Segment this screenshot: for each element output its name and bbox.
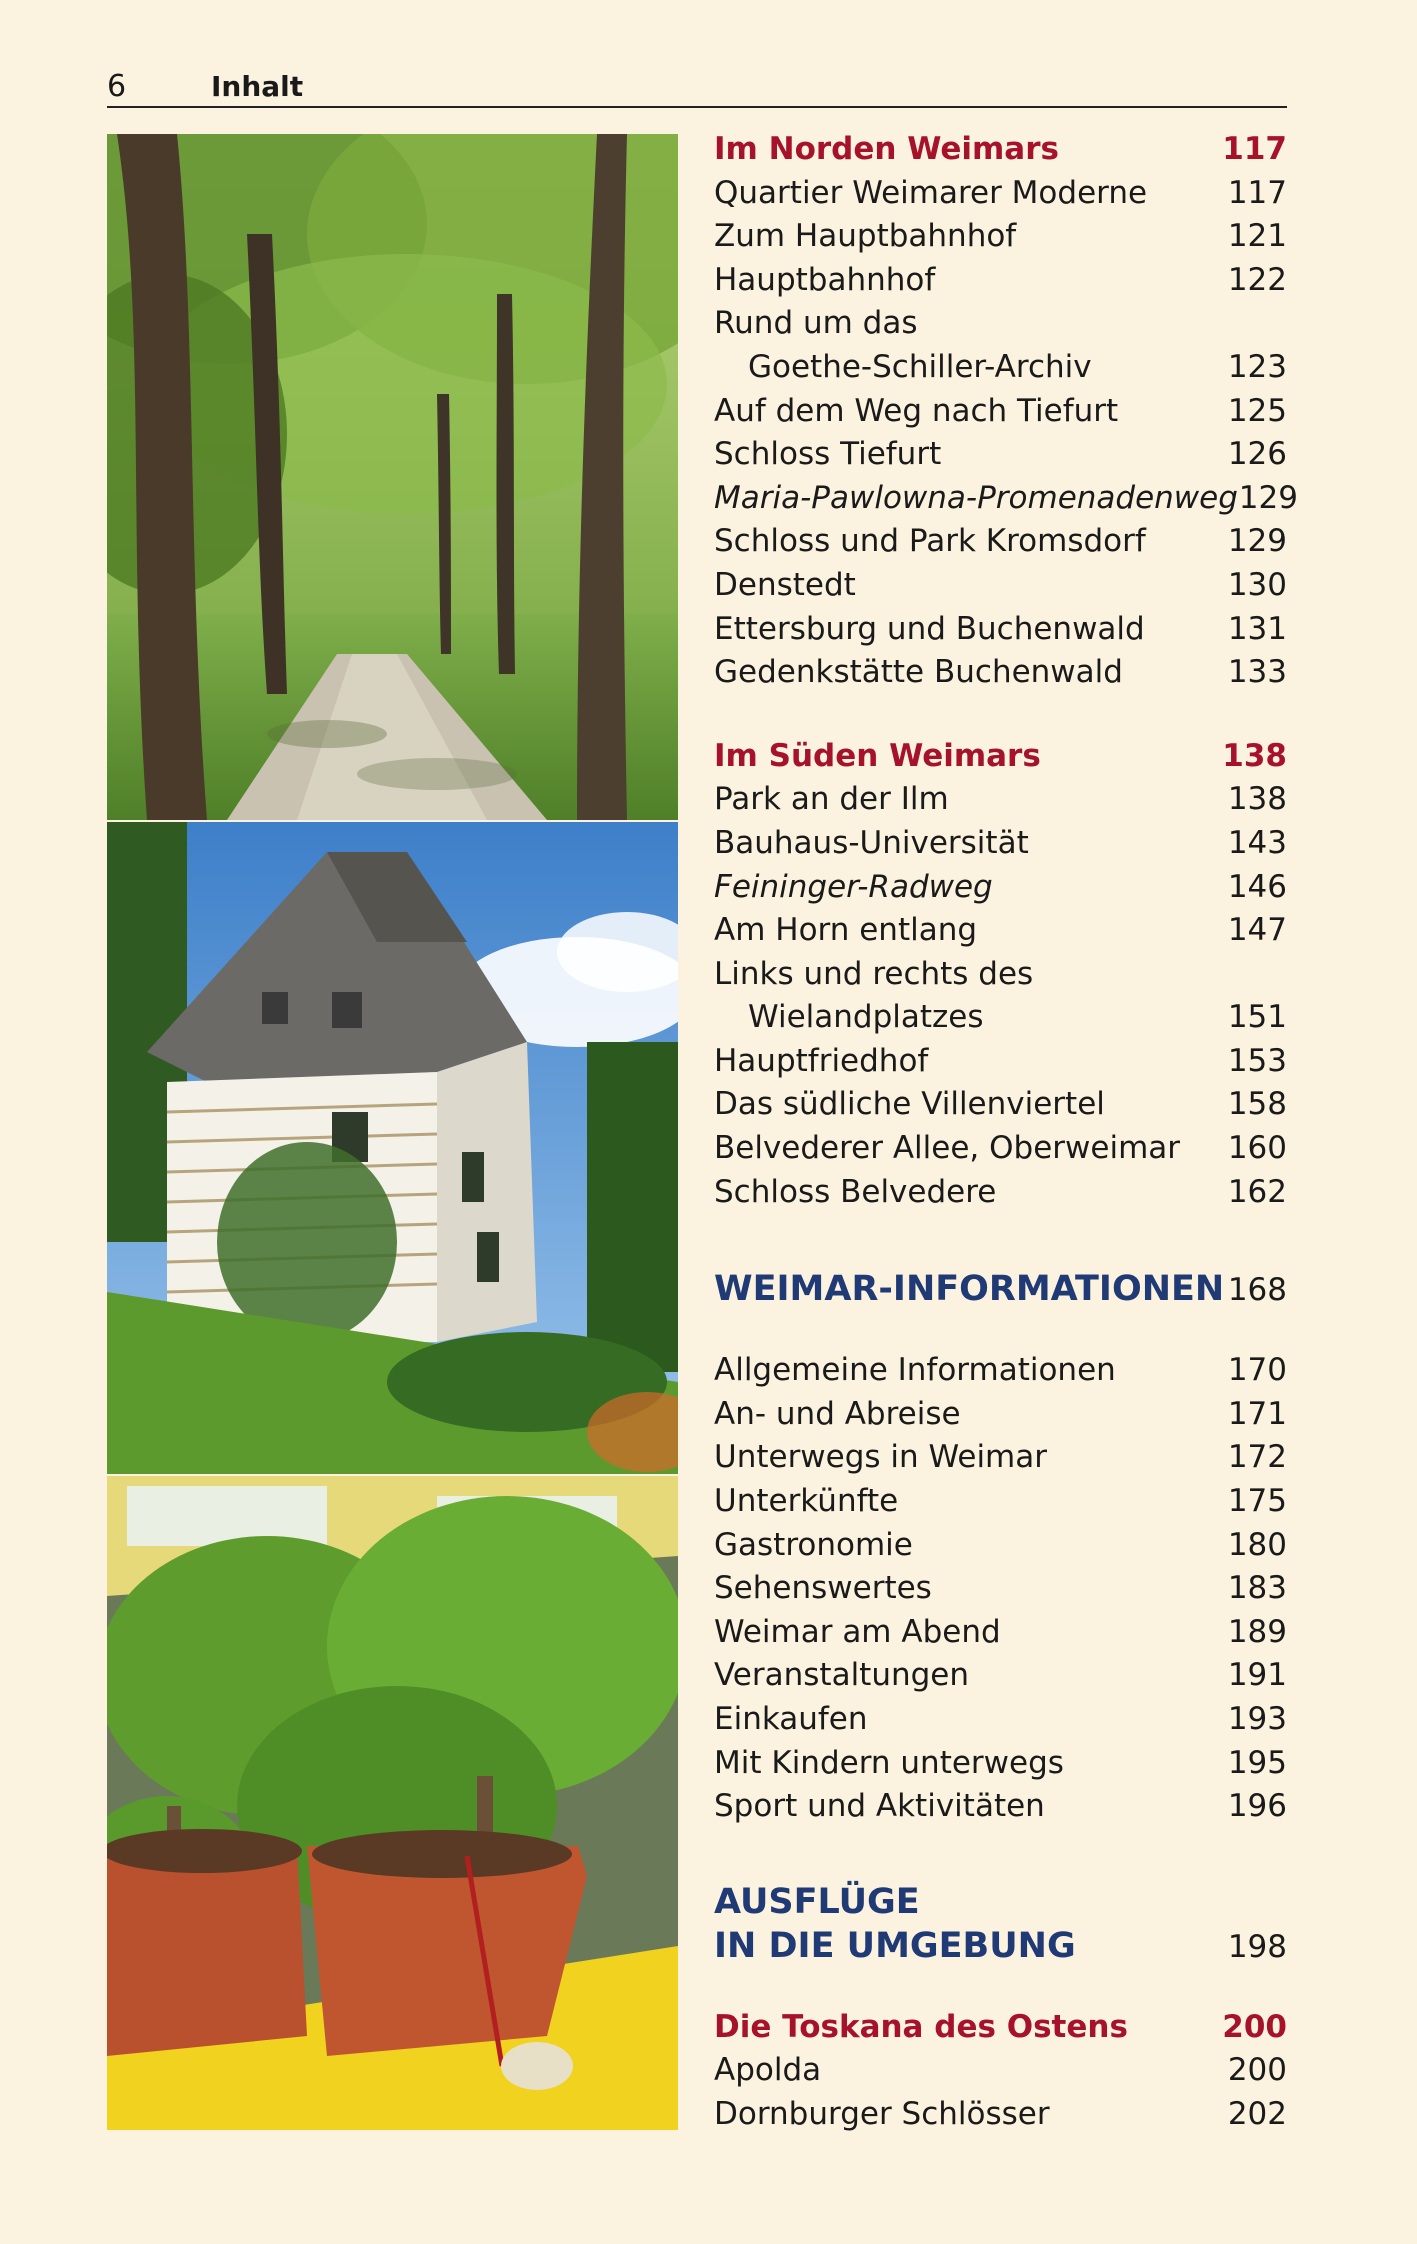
toc-entry[interactable]: Veranstaltungen 191 [714, 1657, 1287, 1694]
toc-chapter-heading-line1: AUSFLÜGE [714, 1881, 920, 1922]
toc-entry[interactable]: Am Horn entlang 147 [714, 912, 1287, 949]
tree-avenue-photo [107, 134, 678, 820]
toc-entry[interactable]: Bauhaus-Universität 143 [714, 824, 1287, 861]
spacer [714, 695, 1287, 735]
spacer [714, 1214, 1287, 1266]
spacer [714, 1829, 1287, 1881]
spacer [714, 1970, 1287, 2006]
toc-entry[interactable]: Das südliche Villenviertel 158 [714, 1086, 1287, 1123]
toc-entry[interactable]: Park an der Ilm 138 [714, 781, 1287, 818]
toc-entry[interactable]: Allgemeine Informationen 170 [714, 1352, 1287, 1389]
toc-entry[interactable]: Maria-Pawlowna-Promenadenweg 129 [714, 479, 1298, 516]
toc-chapter-heading[interactable]: WEIMAR-INFORMATIONEN 168 [714, 1269, 1287, 1310]
ginkgo-plants-photo [107, 1476, 678, 2130]
toc-entry[interactable]: Zum Hauptbahnhof 121 [714, 218, 1287, 255]
toc-entry[interactable]: Weimar am Abend 189 [714, 1613, 1287, 1650]
spacer [714, 1313, 1287, 1349]
toc-entry[interactable]: Rund um das [714, 305, 918, 342]
toc-entry[interactable]: Quartier Weimarer Moderne 117 [714, 174, 1287, 211]
toc-entry[interactable]: Schloss Belvedere 162 [714, 1173, 1287, 1210]
toc-entry[interactable]: Einkaufen 193 [714, 1701, 1287, 1737]
toc-entry[interactable]: Goethe-Schiller-Archiv 123 [748, 348, 1287, 385]
toc-entry[interactable]: Apolda 200 [714, 2052, 1287, 2089]
garden-house-photo [107, 822, 678, 1474]
toc-section-heading[interactable]: Im Süden Weimars 138 [714, 737, 1287, 774]
toc-entry[interactable]: Sehenswertes 183 [714, 1570, 1287, 1607]
toc-entry[interactable]: Feininger-Radweg 146 [714, 868, 1287, 905]
toc-entry[interactable]: Unterkünfte 175 [714, 1483, 1287, 1520]
toc-section-heading[interactable]: Im Norden Weimars 117 [714, 131, 1287, 167]
toc-entry[interactable]: Ettersburg und Buchenwald 131 [714, 610, 1287, 647]
table-of-contents [714, 128, 1298, 2137]
toc-entry[interactable]: Schloss Tiefurt 126 [714, 436, 1287, 473]
toc-entry[interactable]: Auf dem Weg nach Tiefurt 125 [714, 392, 1287, 429]
toc-entry[interactable]: Unterwegs in Weimar 172 [714, 1439, 1287, 1476]
photo-column [107, 134, 678, 2130]
toc-section-heading[interactable]: Die Toskana des Ostens 200 [714, 2008, 1287, 2045]
toc-entry[interactable]: Denstedt 130 [714, 566, 1287, 603]
toc-entry[interactable]: Gastronomie 180 [714, 1526, 1287, 1563]
toc-entry[interactable]: Belvederer Allee, Oberweimar 160 [714, 1130, 1287, 1167]
header-title: Inhalt [211, 70, 304, 103]
toc-entry[interactable]: Gedenkstätte Buchenwald 133 [714, 654, 1287, 691]
toc-entry[interactable]: Dornburger Schlösser 202 [714, 2095, 1287, 2132]
toc-entry[interactable]: Schloss und Park Kromsdorf 129 [714, 523, 1287, 560]
toc-entry[interactable]: Hauptbahnhof 122 [714, 261, 1287, 298]
toc-entry[interactable]: Hauptfriedhof 153 [714, 1042, 1287, 1079]
toc-entry[interactable]: Links und rechts des [714, 955, 1034, 992]
toc-entry[interactable]: An- und Abreise 171 [714, 1395, 1287, 1432]
toc-entry[interactable]: Wielandplatzes 151 [748, 999, 1287, 1036]
page-number: 6 [107, 69, 127, 104]
toc-entry[interactable]: Mit Kindern unterwegs 195 [714, 1744, 1287, 1781]
toc-entry[interactable]: Sport und Aktivitäten 196 [714, 1788, 1287, 1825]
toc-chapter-heading[interactable]: IN DIE UMGEBUNG 198 [714, 1925, 1287, 1966]
page-header [107, 68, 1287, 108]
